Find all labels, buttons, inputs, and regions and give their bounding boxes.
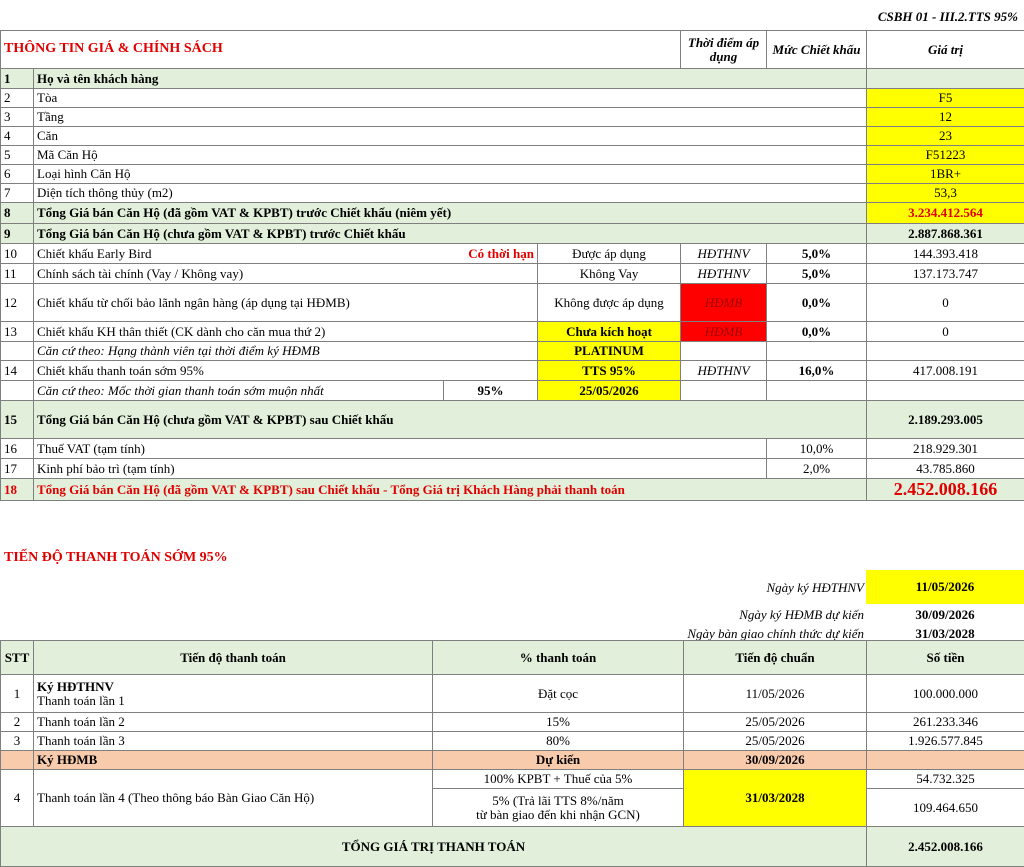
row-time: HĐMB	[681, 322, 767, 342]
row-date: 11/05/2026	[684, 675, 867, 713]
table-row	[1, 322, 1024, 342]
section-title-schedule: TIẾN ĐỘ THANH TOÁN SỚM 95%	[4, 550, 228, 565]
row-number: 14	[1, 361, 34, 381]
col-header-stt: STT	[1, 641, 34, 675]
table-row	[1, 713, 1024, 732]
row-label: Chiết khấu thanh toán sớm 95%	[34, 361, 538, 381]
table-row	[1, 244, 1024, 264]
hdmb-date-value: 30/09/2026	[915, 607, 975, 622]
sign-date-value: 11/05/2026	[866, 570, 1024, 604]
row-time: HĐTHNV	[681, 244, 767, 264]
row-rate: 10,0%	[767, 439, 867, 459]
row-label: Mã Căn Hộ	[34, 146, 867, 165]
table-row	[1, 479, 1024, 501]
table-row	[1, 108, 1024, 127]
table-row	[1, 146, 1024, 165]
row-number: 4	[1, 127, 34, 146]
row-label: Thuế VAT (tạm tính)	[34, 439, 767, 459]
document-code: CSBH 01 - III.2.TTS 95%	[877, 9, 1018, 24]
table-row	[1, 439, 1024, 459]
row-value: 2.887.868.361	[867, 224, 1024, 244]
row-number: 3	[1, 732, 34, 751]
total-label: TỔNG GIÁ TRỊ THANH TOÁN	[1, 827, 867, 867]
table-row	[1, 732, 1024, 751]
row-number: 12	[1, 284, 34, 322]
row-label: Chiết khấu KH thân thiết (CK dành cho căn mua thứ 2)	[34, 322, 538, 342]
row-note: Có thời hạn	[444, 244, 538, 264]
row-pct: Dự kiến	[433, 751, 684, 770]
row-rate: 0,0%	[767, 322, 867, 342]
row-number: 17	[1, 459, 34, 479]
table-row	[1, 284, 1024, 322]
row-pct: 15%	[433, 713, 684, 732]
row-status: TTS 95%	[538, 361, 681, 381]
table-row	[1, 770, 1024, 789]
row-rate: 2,0%	[767, 459, 867, 479]
row-value: 417.008.191	[867, 361, 1024, 381]
table-row	[1, 224, 1024, 244]
row-pct: 100% KPBT + Thuế của 5%	[433, 770, 684, 789]
table-row	[1, 184, 1024, 203]
row-status: Không Vay	[538, 264, 681, 284]
col-header-schedule: Tiến độ thanh toán	[34, 641, 433, 675]
row-label: Thanh toán lần 2	[34, 713, 433, 732]
table-row	[1, 751, 1024, 770]
table-row	[1, 827, 1024, 867]
row-rate: 5,0%	[767, 244, 867, 264]
col-header-pct: % thanh toán	[433, 641, 684, 675]
row-label: Tầng	[34, 108, 867, 127]
table-row	[1, 203, 1024, 224]
row-date: 31/03/2028	[684, 770, 867, 827]
row-label: Tổng Giá bán Căn Hộ (đã gồm VAT & KPBT) trước Chiết khấu (niêm yết)	[34, 203, 867, 224]
col-header-value: Giá trị	[867, 31, 1024, 69]
row-label: Thanh toán lần 3	[34, 732, 433, 751]
row-number: 4	[1, 770, 34, 827]
row-label: Họ và tên khách hàng	[34, 69, 867, 89]
row-rate: 16,0%	[767, 361, 867, 381]
row-label: Chính sách tài chính (Vay / Không vay)	[34, 264, 538, 284]
row-title: Ký HĐTHNV	[37, 678, 114, 694]
col-header-time: Thời điểm áp dụng	[681, 31, 767, 69]
table-row	[1, 459, 1024, 479]
row-label: Loại hình Căn Hộ	[34, 165, 867, 184]
row-date: 30/09/2026	[684, 751, 867, 770]
row-amount: 54.732.325	[867, 770, 1024, 789]
row-number: 18	[1, 479, 34, 501]
row-number: 1	[1, 69, 34, 89]
row-value: 137.173.747	[867, 264, 1024, 284]
payment-schedule-table	[0, 640, 1024, 867]
section-title-price: THÔNG TIN GIÁ & CHÍNH SÁCH	[1, 31, 681, 69]
row-note: Căn cứ theo: Hạng thành viên tại thời điểm ký HĐMB	[34, 342, 538, 361]
col-header-amount: Số tiền	[867, 641, 1024, 675]
row-value: 3.234.412.564	[867, 203, 1024, 224]
row-value: 2.189.293.005	[867, 401, 1024, 439]
row-label: Thanh toán lần 4 (Theo thông báo Bàn Giao Căn Hộ)	[34, 770, 433, 827]
row-pct: 80%	[433, 732, 684, 751]
row-number: 2	[1, 713, 34, 732]
row-number: 5	[1, 146, 34, 165]
row-pct: 5% (Trả lãi TTS 8%/năm	[492, 792, 624, 808]
row-status: PLATINUM	[538, 342, 681, 361]
row-value: 218.929.301	[867, 439, 1024, 459]
handover-date-value: 31/03/2028	[915, 626, 975, 641]
row-label: Căn	[34, 127, 867, 146]
row-status: Không được áp dụng	[538, 284, 681, 322]
row-number: 16	[1, 439, 34, 459]
row-number: 13	[1, 322, 34, 342]
col-header-discount: Mức Chiết khấu	[767, 31, 867, 69]
row-label: Tổng Giá bán Căn Hộ (chưa gồm VAT & KPBT) trước Chiết khấu	[34, 224, 867, 244]
row-value: 1BR+	[867, 165, 1024, 184]
row-status: Chưa kích hoạt	[538, 322, 681, 342]
row-number: 6	[1, 165, 34, 184]
row-amount: 261.233.346	[867, 713, 1024, 732]
row-amount: 109.464.650	[867, 789, 1024, 827]
total-amount: 2.452.008.166	[867, 827, 1024, 867]
row-label: Tổng Giá bán Căn Hộ (đã gồm VAT & KPBT) sau Chiết khấu - Tổng Giá trị Khách Hàng phải thanh toán	[34, 479, 867, 501]
row-label: Chiết khấu từ chối bảo lãnh ngân hàng (áp dụng tại HĐMB)	[34, 284, 538, 322]
row-status: Được áp dụng	[538, 244, 681, 264]
row-note: Căn cứ theo: Mốc thời gian thanh toán sớm muộn nhất	[34, 381, 444, 401]
row-date: 25/05/2026	[684, 713, 867, 732]
row-time: HĐTHNV	[681, 361, 767, 381]
row-number: 10	[1, 244, 34, 264]
table-row	[1, 401, 1024, 439]
row-number: 8	[1, 203, 34, 224]
row-amount: 100.000.000	[867, 675, 1024, 713]
row-value: 23	[867, 127, 1024, 146]
table-row	[1, 89, 1024, 108]
row-value: 53,3	[867, 184, 1024, 203]
row-pct-note: từ bàn giao đến khi nhận GCN)	[476, 806, 640, 822]
table-row	[1, 361, 1024, 381]
row-value: 0	[867, 322, 1024, 342]
row-label: Thanh toán lần 1	[37, 692, 125, 708]
row-label: Chiết khấu Early Bird	[34, 244, 444, 264]
col-header-std: Tiến độ chuẩn	[684, 641, 867, 675]
sign-date-label: Ngày ký HĐTHNV	[766, 580, 864, 595]
handover-date-label: Ngày bàn giao chính thức dự kiến	[687, 626, 864, 641]
table-row	[1, 165, 1024, 184]
table-row	[1, 69, 1024, 89]
row-label: Ký HĐMB	[34, 751, 433, 770]
row-value: 144.393.418	[867, 244, 1024, 264]
row-value: 43.785.860	[867, 459, 1024, 479]
row-number: 11	[1, 264, 34, 284]
row-amount: 1.926.577.845	[867, 732, 1024, 751]
row-rate: 5,0%	[767, 264, 867, 284]
row-pct: 95%	[444, 381, 538, 401]
row-value: F51223	[867, 146, 1024, 165]
table-row	[1, 264, 1024, 284]
total-value: 2.452.008.166	[867, 479, 1024, 501]
row-time: HĐTHNV	[681, 264, 767, 284]
table-row	[1, 381, 1024, 401]
row-number: 9	[1, 224, 34, 244]
row-value	[867, 69, 1024, 89]
table-row	[1, 342, 1024, 361]
row-rate: 0,0%	[767, 284, 867, 322]
row-number: 15	[1, 401, 34, 439]
row-number: 7	[1, 184, 34, 203]
row-date: 25/05/2026	[684, 732, 867, 751]
row-label: Diện tích thông thủy (m2)	[34, 184, 867, 203]
row-number: 1	[1, 675, 34, 713]
row-value: 0	[867, 284, 1024, 322]
price-policy-table	[0, 30, 1024, 501]
row-label: Tòa	[34, 89, 867, 108]
table-row	[1, 127, 1024, 146]
row-label: Kinh phí bảo trì (tạm tính)	[34, 459, 767, 479]
table-row	[1, 675, 1024, 713]
row-status: 25/05/2026	[538, 381, 681, 401]
row-value: F5	[867, 89, 1024, 108]
row-number: 3	[1, 108, 34, 127]
row-label: Tổng Giá bán Căn Hộ (chưa gồm VAT & KPBT) sau Chiết khấu	[34, 401, 867, 439]
hdmb-date-label: Ngày ký HĐMB dự kiến	[739, 607, 864, 622]
row-number: 2	[1, 89, 34, 108]
row-pct: Đặt cọc	[433, 675, 684, 713]
row-time: HĐMB	[681, 284, 767, 322]
row-value: 12	[867, 108, 1024, 127]
